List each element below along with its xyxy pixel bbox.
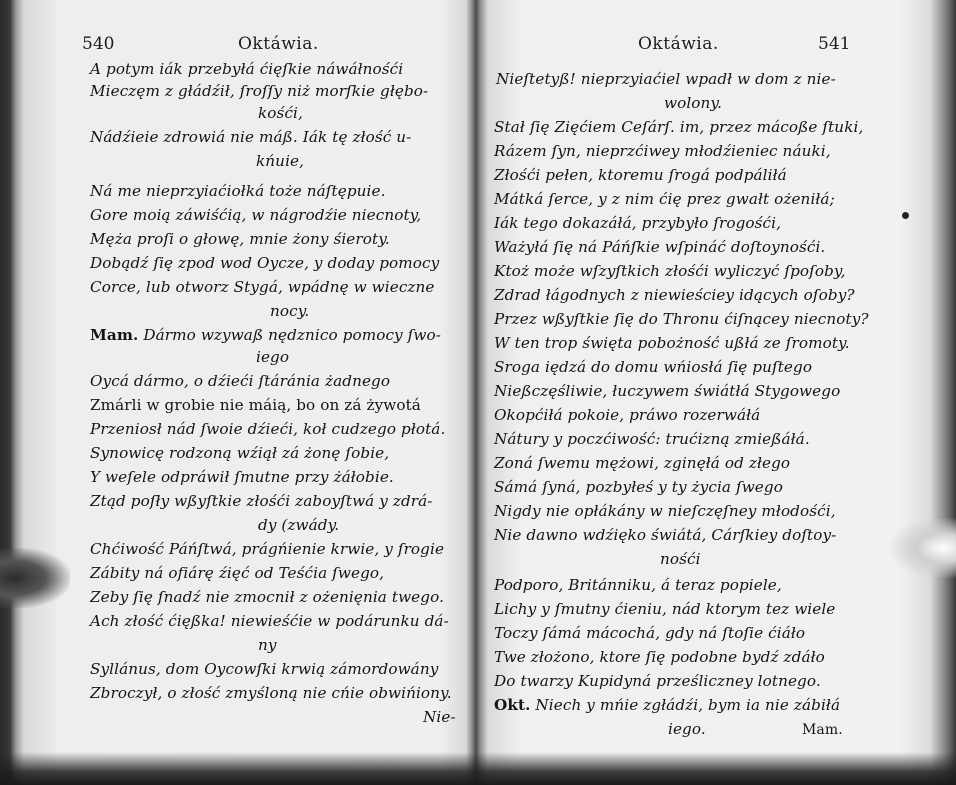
verse-line: iego (256, 348, 290, 366)
catchword: Nie- (423, 708, 456, 726)
verse-line: Nigdy nie opłákány w nieſczęſney młodośći, (494, 502, 836, 520)
verse-line: Rázem ſyn, nieprzćiwey młodźieniec náuki, (494, 142, 831, 160)
verse-line: Okopćiłá pokoie, práwo rozerwáłá (494, 406, 761, 424)
verse-line: ny (258, 636, 277, 654)
left-page-header (30, 30, 470, 60)
verse-line: kńuie, (256, 152, 305, 170)
verse-line: Iák tego dokazáłá, przybyło ſrogośći, (494, 214, 782, 232)
speaker-name: Mam. (90, 326, 139, 344)
verse-line: Zeby ſię ſnadź nie zmocnił z ożenięnia twego. (90, 588, 444, 606)
speaker-name: Okt. (494, 696, 531, 714)
verse-line: Nie dawno wdźięko świátá, Cárſkiey doſtoy- (494, 526, 837, 544)
verse-line: Złośći pełen, ktoremu ſrogá podpáliłá (494, 166, 787, 184)
verse-line: Przeniosł nád ſwoie dźieći, koł cudzego płotá. (90, 420, 446, 438)
verse-line: Mátká ſerce, y z nim ćię prez gwałt ożeniłá; (494, 190, 835, 208)
verse-line: Ná me nieprzyiaćiołká toże náſtępuie. (90, 182, 386, 200)
verse-line: dy (zwády. (258, 516, 340, 534)
verse-line: wolony. (664, 94, 723, 112)
catchword: Mam. (802, 722, 843, 738)
verse-line: Zbroczył, o złość zmyśloną nie cńie obwińiony. (90, 684, 452, 702)
verse-line: Oycá dármo, o dźieći ſtáránia żadnego (90, 372, 391, 390)
verse-line: Sroga iędzá do domu wńiosłá ſię puſtego (494, 358, 813, 376)
right-running-head: Oktáwia. (638, 34, 719, 54)
verse-line: Toczy ſámá mácochá, gdy ná ſtoſie ćiáło (494, 624, 806, 642)
verse-line: Chćiwość Páńſtwá, prágńienie krwie, y ſrogie (90, 540, 445, 558)
verse-line: Zoná ſwemu mężowi, zginęłá od złego (494, 454, 791, 472)
verse-line: Corce, lub otworz Stygá, wpádnę w wieczne (90, 278, 435, 296)
bottom-shadow (0, 752, 956, 785)
speaker-line (90, 326, 441, 348)
verse-line: Podporo, Británniku, á teraz popiele, (494, 576, 782, 594)
verse-line: Gore moią záwiśćią, w nágrodźie niecnoty, (90, 206, 422, 224)
verse-line: Przez wßyſtkie ſię do Thronu ćiſnącey niecnoty? (494, 310, 869, 328)
verse-line: W ten trop święta pobożność ußłá ze ſromoty. (494, 334, 850, 352)
verse-line: Zdrad łágodnych z niewieściey idących oſoby? (494, 286, 855, 304)
left-page (30, 0, 470, 760)
verse-line: Dobądź ſię zpod wod Oycze, y doday pomocy (90, 254, 440, 272)
verse-line: Lichy y ſmutny ćieniu, nád ktorym tez wiele (494, 600, 836, 618)
left-page-number: 540 (82, 34, 115, 54)
verse-line: Twe złożono, ktore ſię podobne bydź zdáło (494, 648, 825, 666)
verse-line: kośći, (258, 104, 303, 122)
verse-line: Y weſele odpráwił ſmutne przy żáłobie. (90, 468, 394, 486)
verse-line: Sámá ſyná, pozbyłeś y ty życia ſwego (494, 478, 783, 496)
verse-line: nocy. (270, 302, 310, 320)
verse-line: Ztąd poſły wßyſtkie złośći zaboyſtwá y zdrá- (90, 492, 433, 510)
right-page (480, 0, 920, 760)
speaker-line (494, 696, 840, 718)
verse-line: Ach złość ćięßka! niewieśćie w podárunku dá- (90, 612, 449, 630)
verse-line: Syllánus, dom Oycowſki krwią zámordowány (90, 660, 439, 678)
verse-line: Synowicę rodzoną wźiął zá żonę ſobie, (90, 444, 390, 462)
verse-text: Dármo wzywaß nędznico pomocy ſwo- (143, 326, 441, 344)
left-running-head: Oktáwia. (238, 34, 319, 54)
verse-line: Zmárli w grobie nie máią, bo on zá żywotá (90, 396, 421, 414)
verse-line: Męża proſi o głowę, mnie żony śieroty. (90, 230, 390, 248)
verse-line: Nießczęśliwie, łuczywem świátłá Stygowego (494, 382, 841, 400)
verse-line: Do twarzy Kupidyná prześliczney lotnego. (494, 672, 821, 690)
verse-line: Mieczęm z głádźił, ſroſſy niż morſkie głębo- (90, 82, 429, 100)
verse-line: Stał ſię Zięćiem Ceſárſ. im, przez mácoße ſtuki, (494, 118, 864, 136)
verse-line: Ktoż może wſzyſtkich złośći wyliczyć ſpoſoby, (494, 262, 846, 280)
verse-line: Nátury y poczćiwość: trućizną zmießáłá. (494, 430, 810, 448)
verse-line: iego. (668, 720, 706, 738)
verse-text: Niech y mńie zgłádźi, bym ia nie zábiłá (535, 696, 841, 714)
verse-line: nośći (660, 550, 701, 568)
verse-line: Ważyłá ſię ná Páńſkie wſpináć doſtoynośći. (494, 238, 826, 256)
right-page-header (480, 30, 920, 60)
verse-line: A potym iák przebyłá ćięſkie náwáłnośći (90, 60, 404, 78)
verse-line: Nádźieie zdrowiá nie máß. Iák tę złość u- (90, 128, 412, 146)
verse-line: Nieſtetyß! nieprzyiaćiel wpadł w dom z nie- (496, 70, 836, 88)
right-page-number: 541 (818, 34, 851, 54)
verse-line: Zábity ná ofiárę źięć od Teśćia ſwego, (90, 564, 385, 582)
